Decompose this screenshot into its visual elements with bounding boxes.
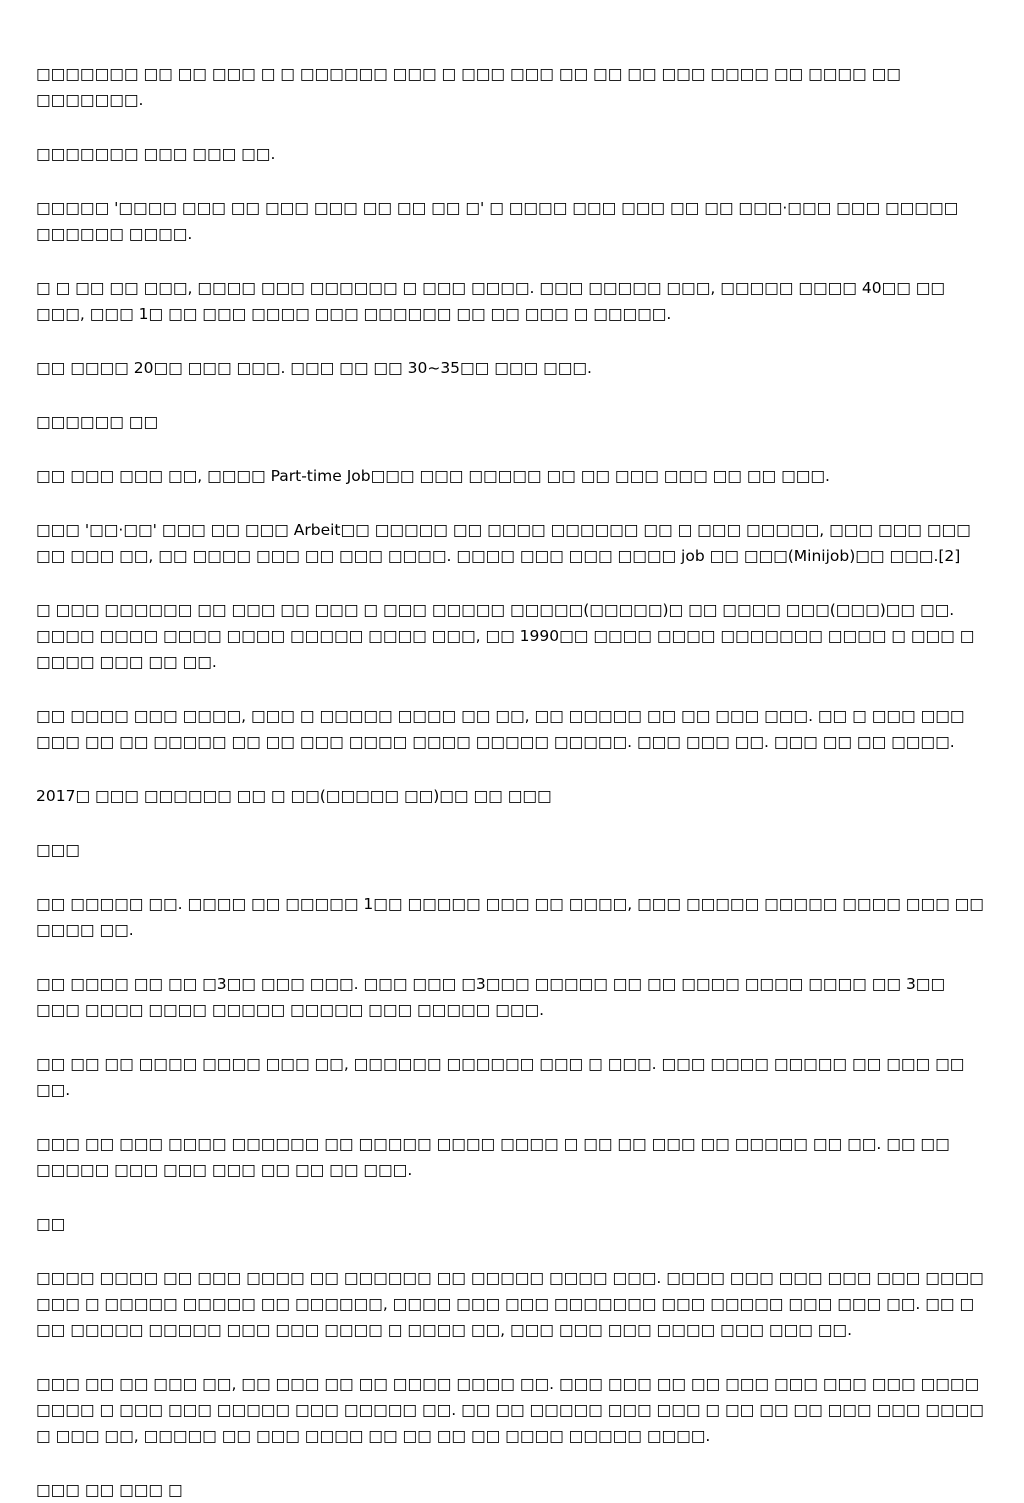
- paragraph: □□□□ □□□□ □□ □□□ □□□□ □□ □□□□□□ □□ □□□□□ □□□□ □□□. □□□□ □□□ □□□ □□□ □□□ □□□□ □□□ □ □□□□□ □□□□□ □□ □□□□□□, □□□□ □□□ □□□ □□□□□□□ □□□ □□□□□ □□□ □□□ □□. □□ □ □□ □□□□□ □□□□□ □□□ □□□ □□□□ □ □□□□ □□, □□□ □□□ □□□ □□□□ □□□ □□□ □□.: [36, 1269, 984, 1339]
- paragraph: □□□ □□ □□□ □□□□ □□□□□□ □□ □□□□□ □□□□ □□□□ □ □□ □□ □□□ □□ □□□□□ □□ □□. □□ □□ □□□□□ □□□ □□□ □□□ □□ □□ □□ □□□.: [36, 1135, 950, 1179]
- paragraph: □□□□□ '□□□□ □□□ □□ □□□ □□□ □□ □□ □□ □' □ □□□□ □□□ □□□ □□ □□ □□□·□□□ □□□ □□□□□ □□□□□□ □□□□.: [36, 199, 959, 243]
- paragraph: □ □□□ □□□□□□ □□ □□□ □□ □□□ □ □□□ □□□□□ □□□□□(□□□□□)□ □□ □□□□ □□□(□□□)□□ □□. □□□□ □□□□ □□□□ □□□□ □□□□□ □□□□ □□□, □□ 1990□□ □□□□ □□□□ □□□□□□□ □□□□ □ □□□ □ □□□□ □□□ □□ □□.: [36, 601, 975, 671]
- paragraph: □□ □□□ □□□ □□, □□□□ Part-time Job□□□ □□□ □□□□□ □□ □□ □□□ □□□ □□ □□ □□□.: [36, 467, 830, 485]
- section-heading: □□□□□□ □□: [36, 413, 159, 431]
- paragraph: 2017□ □□□ □□□□□□ □□ □ □□(□□□□□ □□)□□ □□ □□□: [36, 787, 552, 805]
- paragraph: □ □ □□ □□ □□□, □□□□ □□□ □□□□□□ □ □□□ □□□□. □□□ □□□□□ □□□, □□□□□ □□□□ 40□□ □□ □□□, □□□ 1□ □□ □□□ □□□□ □□□ □□□□□□ □□ □□ □□□ □ □□□□□.: [36, 279, 946, 323]
- paragraph: □□ □□ □□ □□□□ □□□□ □□□ □□, □□□□□□ □□□□□□ □□□ □ □□□. □□□ □□□□ □□□□□ □□ □□□ □□ □□.: [36, 1055, 965, 1099]
- paragraph: □□ □□□□ □□□ □□□□, □□□ □ □□□□□ □□□□ □□ □□, □□ □□□□□ □□ □□ □□□ □□□. □□ □ □□□ □□□ □□□ □□ □□ □□□□□ □□ □□ □□□ □□□□ □□□□ □□□□□ □□□□□. □□□ □□□ □□. □□□ □□ □□ □□□□.: [36, 707, 965, 751]
- document-body: [36, 61, 988, 1503]
- paragraph: □□ □□□□ □□ □□ □3□□ □□□ □□□. □□□ □□□ □3□□□ □□□□□ □□ □□ □□□□ □□□□ □□□□ □□ 3□□ □□□ □□□□ □□□□ □□□□□ □□□□□ □□□ □□□□□ □□□.: [36, 975, 946, 1019]
- paragraph: □□□□□□□ □□□ □□□ □□.: [36, 145, 276, 163]
- section-heading: □□□ □□ □□□ □: [36, 1481, 183, 1499]
- paragraph: □□□□□□□ □□ □□ □□□ □ □ □□□□□□ □□□ □ □□□ □□□ □□ □□ □□ □□□ □□□□ □□ □□□□ □□ □□□□□□□.: [36, 65, 901, 109]
- paragraph: □□ □□□□□ □□. □□□□ □□ □□□□□ 1□□ □□□□□ □□□ □□ □□□□, □□□ □□□□□ □□□□□ □□□□ □□□ □□ □□□□ □□.: [36, 895, 984, 939]
- paragraph: □□ □□□□ 20□□ □□□ □□□. □□□ □□ □□ 30~35□□ □□□ □□□.: [36, 359, 592, 377]
- section-heading: □□□: [36, 841, 80, 859]
- section-heading: □□: [36, 1215, 66, 1233]
- paragraph: □□□ '□□·□□' □□□ □□ □□□ Arbeit□□ □□□□□ □□ □□□□ □□□□□□ □□ □ □□□ □□□□□, □□□ □□□ □□□ □□ □□□ □□, □□ □□□□ □□□ □□ □□□ □□□□. □□□□ □□□ □□□ □□□□ job □□ □□□(Minijob)□□ □□□.[2]: [36, 521, 971, 565]
- paragraph: □□□ □□ □□ □□□ □□, □□ □□□ □□ □□ □□□□ □□□□ □□. □□□ □□□ □□ □□ □□□ □□□ □□□ □□□ □□□□ □□□□ □ □□□ □□□ □□□□□ □□□ □□□□□ □□. □□ □□ □□□□□ □□□ □□□ □ □□ □□ □□ □□□ □□□ □□□□ □ □□□ □□, □□□□□ □□ □□□ □□□□ □□ □□ □□ □□ □□□□ □□□□□ □□□□.: [36, 1375, 984, 1445]
